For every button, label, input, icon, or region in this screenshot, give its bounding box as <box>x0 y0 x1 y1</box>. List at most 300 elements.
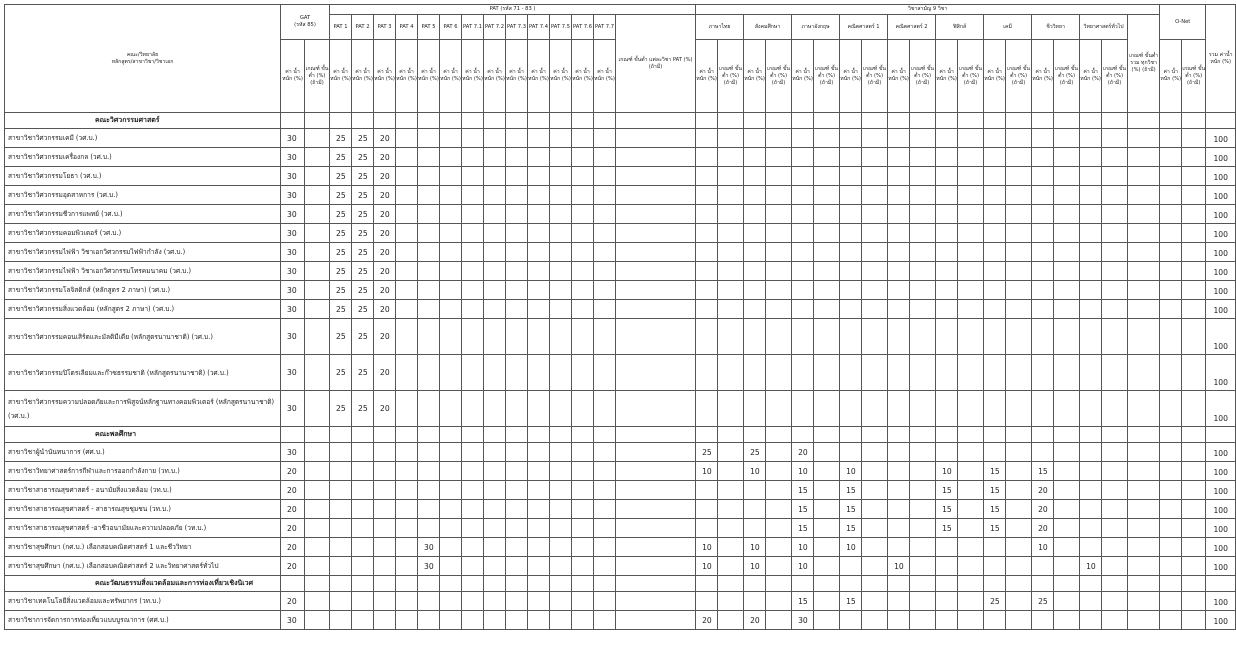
core-total-min <box>1128 319 1160 355</box>
onet-min <box>1182 167 1206 186</box>
core-weight <box>936 557 958 576</box>
core-weight <box>696 481 718 500</box>
core-min <box>1006 355 1032 391</box>
pat-weight-label: ค่า น้ำ หนัก (%) <box>418 40 440 113</box>
core-weight: 15 <box>840 519 862 538</box>
core-weight <box>984 443 1006 462</box>
core-min <box>814 262 840 281</box>
core-total-min <box>1128 281 1160 300</box>
pat-weight <box>572 186 594 205</box>
core-weight <box>1080 243 1102 262</box>
program-name: สาขาวิชาสาธารณสุขศาสตร์ - สาธารณสุขชุมชน (วท.บ.) <box>5 500 281 519</box>
pat-weight <box>396 443 418 462</box>
core-weight <box>696 592 718 611</box>
program-name: สาขาวิชาวิศวกรรมปิโตรเลียมและก๊าซธรรมชาติ (หลักสูตรนานาชาติ) (วศ.บ.) <box>5 355 281 391</box>
core-min <box>718 243 744 262</box>
core-weight: 10 <box>888 557 910 576</box>
empty-cell <box>418 576 440 592</box>
pat-weight: 25 <box>330 205 352 224</box>
core-min <box>1006 481 1032 500</box>
empty-cell <box>440 576 462 592</box>
core-min <box>766 557 792 576</box>
pat-weight <box>572 281 594 300</box>
core-min <box>814 592 840 611</box>
core-min <box>1054 519 1080 538</box>
core-min <box>814 167 840 186</box>
core-min-label: เกณฑ์ ขั้นต่ำ (%) (ถ้ามี) <box>958 40 984 113</box>
onet-weight <box>1160 592 1182 611</box>
core-min <box>1054 443 1080 462</box>
empty-cell <box>958 576 984 592</box>
pat-weight <box>440 205 462 224</box>
core-weight <box>840 319 862 355</box>
empty-cell <box>1128 576 1160 592</box>
total-weight: 100 <box>1206 538 1236 557</box>
core-weight <box>1080 611 1102 630</box>
core-weight <box>792 205 814 224</box>
header-core9: วิชาสามัญ 9 วิชา <box>696 5 1160 15</box>
gat-weight: 20 <box>281 500 305 519</box>
total-weight: 100 <box>1206 186 1236 205</box>
pat-weight <box>572 224 594 243</box>
gat-min <box>305 443 330 462</box>
core-weight <box>1080 300 1102 319</box>
core-weight: 15 <box>792 592 814 611</box>
core-min <box>718 319 744 355</box>
pat-subject-header: PAT 3 <box>374 15 396 40</box>
empty-cell <box>888 576 910 592</box>
empty-cell <box>440 427 462 443</box>
empty-cell <box>840 576 862 592</box>
core-min <box>718 262 744 281</box>
empty-cell <box>572 427 594 443</box>
core-weight <box>888 281 910 300</box>
pat-weight <box>506 500 528 519</box>
pat-min <box>616 611 696 630</box>
core-min <box>862 538 888 557</box>
onet-min <box>1182 281 1206 300</box>
pat-weight <box>440 148 462 167</box>
core-min <box>1006 243 1032 262</box>
empty-cell <box>281 427 305 443</box>
pat-weight <box>506 391 528 427</box>
pat-weight <box>396 167 418 186</box>
pat-weight <box>484 186 506 205</box>
section-header <box>5 113 1236 129</box>
table-row <box>5 500 1236 519</box>
pat-min <box>616 500 696 519</box>
empty-cell <box>550 113 572 129</box>
pat-weight <box>528 186 550 205</box>
empty-cell <box>766 576 792 592</box>
empty-cell <box>484 113 506 129</box>
core-min <box>718 355 744 391</box>
pat-weight <box>418 186 440 205</box>
pat-weight <box>484 443 506 462</box>
core-weight-label: ค่า น้ำ หนัก (%) <box>984 40 1006 113</box>
core-weight <box>984 611 1006 630</box>
table-row <box>5 224 1236 243</box>
core-weight: 20 <box>1032 519 1054 538</box>
empty-cell <box>352 576 374 592</box>
core-weight <box>1080 167 1102 186</box>
pat-weight <box>396 205 418 224</box>
core-weight <box>696 262 718 281</box>
core-min <box>958 148 984 167</box>
pat-weight <box>594 592 616 611</box>
core-weight <box>888 243 910 262</box>
pat-min <box>616 205 696 224</box>
pat-weight <box>506 557 528 576</box>
pat-weight <box>528 319 550 355</box>
core-weight <box>936 148 958 167</box>
empty-cell <box>984 576 1006 592</box>
core-min <box>814 611 840 630</box>
core-min <box>718 129 744 148</box>
pat-weight <box>594 500 616 519</box>
header-total: รวม ค่าน้ำหนัก (%) <box>1206 5 1236 113</box>
pat-weight <box>462 611 484 630</box>
onet-weight <box>1160 281 1182 300</box>
core-min <box>718 481 744 500</box>
core-min <box>1102 205 1128 224</box>
pat-weight: 25 <box>352 148 374 167</box>
pat-weight <box>440 481 462 500</box>
empty-cell <box>396 576 418 592</box>
empty-cell <box>528 113 550 129</box>
core-weight-label: ค่า น้ำ หนัก (%) <box>840 40 862 113</box>
pat-min <box>616 129 696 148</box>
program-name: สาขาวิชาวิศวกรรมไฟฟ้า วิชาเอกวิศวกรรมไฟฟ้ากำลัง (วศ.บ.) <box>5 243 281 262</box>
onet-min <box>1182 205 1206 224</box>
core-weight <box>936 167 958 186</box>
core-weight <box>1080 205 1102 224</box>
core-min <box>862 611 888 630</box>
core-weight <box>1080 262 1102 281</box>
empty-cell <box>352 113 374 129</box>
core-min <box>766 611 792 630</box>
core-weight <box>792 224 814 243</box>
table-row <box>5 538 1236 557</box>
core-total-min <box>1128 224 1160 243</box>
onet-min-label: เกณฑ์ ขั้นต่ำ (%) (ถ้ามี) <box>1182 40 1206 113</box>
pat-weight <box>484 167 506 186</box>
pat-weight: 30 <box>418 538 440 557</box>
pat-weight <box>330 557 352 576</box>
pat-weight: 25 <box>352 262 374 281</box>
core-min <box>910 462 936 481</box>
pat-weight <box>396 319 418 355</box>
onet-weight <box>1160 167 1182 186</box>
pat-min <box>616 481 696 500</box>
program-name: สาขาวิชาวิศวกรรมชีวการแพทย์ (วศ.บ.) <box>5 205 281 224</box>
core-total-min <box>1128 611 1160 630</box>
pat-weight <box>506 538 528 557</box>
pat-weight <box>550 224 572 243</box>
core-total-min <box>1128 500 1160 519</box>
pat-weight <box>506 129 528 148</box>
pat-weight <box>330 462 352 481</box>
empty-cell <box>958 113 984 129</box>
empty-cell <box>594 576 616 592</box>
pat-weight <box>418 611 440 630</box>
core-min <box>910 281 936 300</box>
core-weight <box>936 538 958 557</box>
core-min <box>910 355 936 391</box>
onet-weight <box>1160 243 1182 262</box>
pat-weight <box>330 611 352 630</box>
core-weight <box>792 319 814 355</box>
core-weight <box>696 500 718 519</box>
pat-weight <box>352 462 374 481</box>
empty-cell <box>1102 576 1128 592</box>
pat-weight <box>484 281 506 300</box>
core-weight: 25 <box>1032 592 1054 611</box>
pat-weight: 25 <box>352 167 374 186</box>
core-weight: 15 <box>1032 462 1054 481</box>
gat-min-label: เกณฑ์ ขั้นต่ำ (%) (ถ้ามี) <box>305 40 330 113</box>
core-min <box>1054 319 1080 355</box>
table-row <box>5 319 1236 355</box>
pat-weight: 25 <box>330 391 352 427</box>
core-total-min <box>1128 355 1160 391</box>
empty-cell <box>1160 113 1182 129</box>
core-min <box>766 243 792 262</box>
onet-weight <box>1160 538 1182 557</box>
onet-weight <box>1160 205 1182 224</box>
pat-weight <box>528 205 550 224</box>
admission-weight-table <box>4 4 1236 630</box>
core-weight-label: ค่า น้ำ หนัก (%) <box>696 40 718 113</box>
empty-cell <box>814 576 840 592</box>
gat-min <box>305 592 330 611</box>
pat-weight <box>484 262 506 281</box>
core-total-min <box>1128 300 1160 319</box>
onet-weight <box>1160 224 1182 243</box>
pat-weight: 25 <box>330 300 352 319</box>
pat-weight <box>484 129 506 148</box>
pat-weight <box>374 462 396 481</box>
empty-cell <box>330 113 352 129</box>
core-min <box>958 355 984 391</box>
core-min <box>1054 557 1080 576</box>
pat-weight <box>418 355 440 391</box>
pat-weight <box>374 443 396 462</box>
program-name: สาขาวิชาสาธารณสุขศาสตร์ -อาชีวอนามัยและความปลอดภัย (วท.บ.) <box>5 519 281 538</box>
core-min <box>814 129 840 148</box>
core-weight: 25 <box>984 592 1006 611</box>
pat-weight <box>374 481 396 500</box>
onet-weight <box>1160 462 1182 481</box>
empty-cell <box>1006 427 1032 443</box>
core-weight <box>984 243 1006 262</box>
empty-cell <box>330 576 352 592</box>
pat-weight: 20 <box>374 262 396 281</box>
empty-cell <box>936 113 958 129</box>
pat-weight <box>528 355 550 391</box>
pat-weight <box>528 592 550 611</box>
core-min <box>814 224 840 243</box>
gat-weight: 30 <box>281 148 305 167</box>
gat-label: GAT <box>299 15 311 21</box>
core-min <box>814 500 840 519</box>
pat-weight <box>396 500 418 519</box>
pat-weight: 20 <box>374 243 396 262</box>
core-min <box>958 557 984 576</box>
total-weight: 100 <box>1206 281 1236 300</box>
pat-weight <box>462 355 484 391</box>
core-weight <box>984 186 1006 205</box>
onet-min <box>1182 186 1206 205</box>
core-min <box>862 167 888 186</box>
core-subject-header: สังคมศึกษา <box>744 15 792 40</box>
empty-cell <box>936 576 958 592</box>
pat-weight <box>330 500 352 519</box>
section-header <box>5 427 1236 443</box>
core-weight <box>984 262 1006 281</box>
total-weight: 100 <box>1206 300 1236 319</box>
pat-weight <box>396 538 418 557</box>
core-weight: 10 <box>1032 538 1054 557</box>
table-row <box>5 611 1236 630</box>
pat-weight <box>352 611 374 630</box>
empty-cell <box>1080 113 1102 129</box>
core-min <box>814 243 840 262</box>
core-weight <box>1032 243 1054 262</box>
pat-weight <box>484 500 506 519</box>
core-min <box>958 205 984 224</box>
pat-weight <box>352 538 374 557</box>
onet-min <box>1182 443 1206 462</box>
core-min <box>1102 300 1128 319</box>
empty-cell <box>766 427 792 443</box>
core-min <box>1054 224 1080 243</box>
pat-weight <box>440 443 462 462</box>
program-name: สาขาวิชาวิศวกรรมคอนเสิร์ตและมัลติมีเดีย (หลักสูตรนานาชาติ) (วศ.บ.) <box>5 319 281 355</box>
gat-min <box>305 462 330 481</box>
empty-cell <box>594 113 616 129</box>
pat-weight <box>396 481 418 500</box>
core-min <box>910 243 936 262</box>
gat-min <box>305 300 330 319</box>
core-weight <box>936 224 958 243</box>
pat-weight <box>440 611 462 630</box>
pat-weight <box>418 262 440 281</box>
pat-weight <box>528 262 550 281</box>
pat-weight <box>550 129 572 148</box>
core-min <box>862 129 888 148</box>
pat-weight <box>594 281 616 300</box>
core-min <box>1102 243 1128 262</box>
gat-min <box>305 167 330 186</box>
core-weight <box>936 205 958 224</box>
core-weight <box>1080 281 1102 300</box>
core-min <box>1006 262 1032 281</box>
onet-weight <box>1160 611 1182 630</box>
pat-weight <box>594 519 616 538</box>
core-min <box>718 557 744 576</box>
pat-weight <box>572 611 594 630</box>
pat-weight: 25 <box>352 300 374 319</box>
empty-cell <box>462 576 484 592</box>
pat-weight <box>462 319 484 355</box>
core-min <box>862 462 888 481</box>
onet-weight <box>1160 355 1182 391</box>
core-weight <box>840 262 862 281</box>
pat-weight <box>418 224 440 243</box>
core-weight <box>984 538 1006 557</box>
pat-weight <box>572 355 594 391</box>
empty-cell <box>305 427 330 443</box>
core-min-label: เกณฑ์ ขั้นต่ำ (%) (ถ้ามี) <box>862 40 888 113</box>
core-weight <box>744 205 766 224</box>
pat-weight <box>484 205 506 224</box>
core-min <box>910 224 936 243</box>
core-min <box>958 538 984 557</box>
core-min <box>862 243 888 262</box>
pat-weight <box>550 557 572 576</box>
onet-weight <box>1160 519 1182 538</box>
core-min <box>718 462 744 481</box>
core-weight: 10 <box>696 462 718 481</box>
pat-weight <box>462 592 484 611</box>
core-min <box>1006 205 1032 224</box>
core-min <box>718 443 744 462</box>
core-min <box>814 355 840 391</box>
gat-weight: 20 <box>281 538 305 557</box>
header-program <box>5 5 281 113</box>
pat-min <box>616 557 696 576</box>
empty-cell <box>1006 576 1032 592</box>
section-header <box>5 576 1236 592</box>
core-weight <box>888 167 910 186</box>
pat-weight <box>550 281 572 300</box>
pat-weight <box>396 592 418 611</box>
pat-weight <box>462 300 484 319</box>
core-min <box>718 167 744 186</box>
gat-min <box>305 319 330 355</box>
table-row <box>5 167 1236 186</box>
core-weight <box>840 611 862 630</box>
core-weight-label: ค่า น้ำ หนัก (%) <box>744 40 766 113</box>
pat-weight <box>440 281 462 300</box>
empty-cell <box>744 576 766 592</box>
gat-min <box>305 148 330 167</box>
pat-weight <box>572 300 594 319</box>
core-weight <box>792 186 814 205</box>
table-row <box>5 519 1236 538</box>
core-weight <box>936 129 958 148</box>
pat-weight <box>374 592 396 611</box>
empty-cell <box>1032 576 1054 592</box>
pat-weight <box>506 186 528 205</box>
core-min <box>958 262 984 281</box>
core-weight: 10 <box>840 462 862 481</box>
core-weight <box>1080 462 1102 481</box>
core-weight <box>888 355 910 391</box>
pat-weight <box>506 443 528 462</box>
pat-weight <box>594 167 616 186</box>
empty-cell <box>958 427 984 443</box>
pat-weight <box>418 462 440 481</box>
empty-cell <box>1080 427 1102 443</box>
core-min <box>1102 519 1128 538</box>
core-min <box>1054 500 1080 519</box>
core-weight <box>888 500 910 519</box>
table-row <box>5 481 1236 500</box>
pat-weight <box>330 538 352 557</box>
table-row <box>5 592 1236 611</box>
